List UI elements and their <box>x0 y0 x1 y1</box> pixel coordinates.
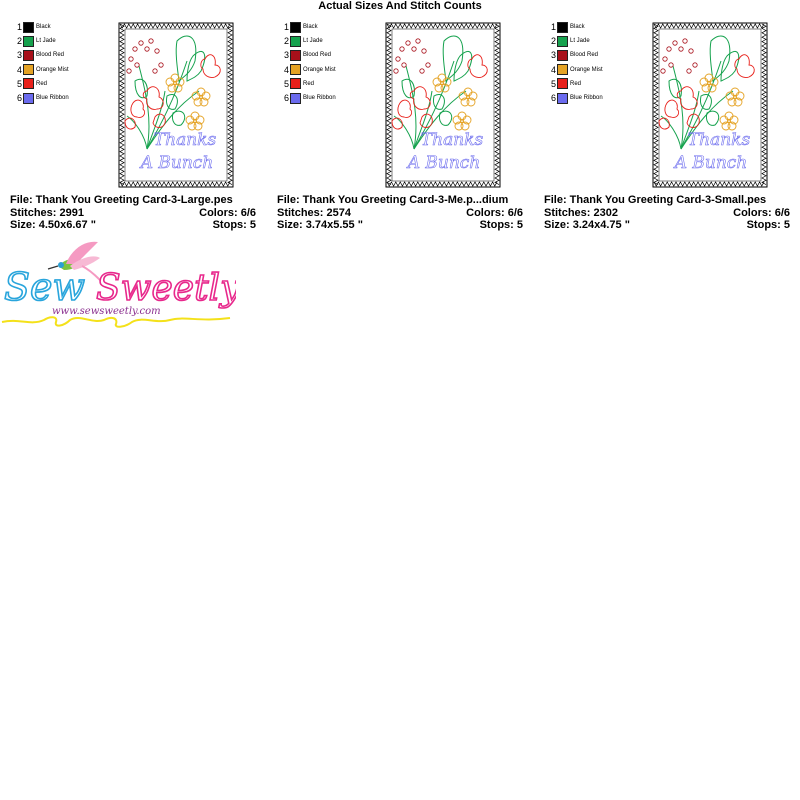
legend-number: 5 <box>16 78 22 89</box>
legend-color-name: Orange Mist <box>36 66 69 73</box>
legend-item <box>15 20 69 34</box>
design-info <box>277 194 523 232</box>
legend-number: 6 <box>16 93 22 104</box>
design-size: Size: 3.24x4.75 " <box>544 219 630 231</box>
legend-color-name: Blue Ribbon <box>303 95 336 102</box>
stitch-count: Stitches: 2302 <box>544 206 618 219</box>
legend-color-name: Black <box>570 24 585 31</box>
legend-number: 4 <box>16 64 22 75</box>
file-name: File: Thank You Greeting Card-3-Me.p...dium <box>277 194 509 206</box>
legend-number: 5 <box>283 78 289 89</box>
stitch-count: Stitches: 2991 <box>10 206 84 219</box>
legend-number: 2 <box>16 36 22 47</box>
color-swatch <box>23 64 34 75</box>
color-legend <box>282 20 336 105</box>
logo-url: www.sewsweetly.com <box>52 306 161 317</box>
legend-number: 6 <box>283 93 289 104</box>
page-title: Actual Sizes And Stitch Counts <box>318 0 482 12</box>
legend-color-name: Blood Red <box>303 52 332 59</box>
legend-color-name: Lt Jade <box>570 38 590 45</box>
color-swatch <box>290 22 301 33</box>
design-size: Size: 3.74x5.55 " <box>277 219 363 231</box>
card-greeting-line2: A Bunch <box>407 153 481 173</box>
legend-item <box>15 48 69 62</box>
stop-count: Stops: 5 <box>479 219 523 231</box>
design-info <box>10 194 256 232</box>
legend-color-name: Blue Ribbon <box>36 95 69 102</box>
design-panel-3 <box>544 18 800 233</box>
stitch-count: Stitches: 2574 <box>277 206 351 219</box>
color-legend <box>549 20 603 105</box>
legend-number: 6 <box>550 93 556 104</box>
color-legend <box>15 20 69 105</box>
legend-color-name: Black <box>36 24 51 31</box>
legend-number: 4 <box>283 64 289 75</box>
legend-item <box>15 34 69 48</box>
color-swatch <box>290 93 301 104</box>
legend-item <box>15 77 69 91</box>
card-greeting-line1: Thanks <box>687 130 751 150</box>
design-panel-1 <box>10 18 272 233</box>
legend-color-name: Orange Mist <box>303 66 336 73</box>
legend-color-name: Orange Mist <box>570 66 603 73</box>
legend-item <box>549 20 603 34</box>
legend-item <box>282 48 336 62</box>
logo-brand-right: Sweetly <box>96 268 236 309</box>
legend-item <box>549 77 603 91</box>
color-swatch <box>23 36 34 47</box>
legend-color-name: Red <box>303 80 315 87</box>
legend-number: 1 <box>16 22 22 33</box>
color-swatch <box>557 64 568 75</box>
color-swatch <box>557 50 568 61</box>
card-greeting-line2: A Bunch <box>140 153 214 173</box>
color-count: Colors: 6/6 <box>733 206 790 219</box>
color-count: Colors: 6/6 <box>199 206 256 219</box>
design-preview-svg <box>117 21 235 189</box>
legend-number: 4 <box>550 64 556 75</box>
card-greeting-line2: A Bunch <box>674 153 748 173</box>
legend-color-name: Black <box>303 24 318 31</box>
legend-color-name: Blue Ribbon <box>570 95 603 102</box>
legend-item <box>549 48 603 62</box>
legend-color-name: Blood Red <box>570 52 599 59</box>
legend-item <box>549 91 603 105</box>
legend-number: 2 <box>550 36 556 47</box>
legend-number: 3 <box>16 50 22 61</box>
legend-number: 3 <box>283 50 289 61</box>
design-preview-svg <box>384 21 502 189</box>
legend-color-name: Lt Jade <box>303 38 323 45</box>
color-swatch <box>557 78 568 89</box>
sewsweetly-logo-svg <box>0 236 236 332</box>
design-preview <box>651 21 769 189</box>
file-name: File: Thank You Greeting Card-3-Small.pes <box>544 194 767 206</box>
legend-item <box>282 77 336 91</box>
legend-color-name: Blood Red <box>36 52 65 59</box>
sewsweetly-logo <box>0 236 236 332</box>
legend-number: 5 <box>550 78 556 89</box>
legend-number: 1 <box>550 22 556 33</box>
stop-count: Stops: 5 <box>746 219 790 231</box>
card-greeting-line1: Thanks <box>420 130 484 150</box>
design-panel-2 <box>277 18 539 233</box>
design-size: Size: 4.50x6.67 " <box>10 219 96 231</box>
legend-item <box>282 63 336 77</box>
design-preview <box>384 21 502 189</box>
legend-item <box>549 34 603 48</box>
color-swatch <box>290 64 301 75</box>
file-name: File: Thank You Greeting Card-3-Large.pes <box>10 194 233 206</box>
card-greeting-line1: Thanks <box>153 130 217 150</box>
stop-count: Stops: 5 <box>212 219 256 231</box>
color-swatch <box>557 22 568 33</box>
legend-color-name: Red <box>36 80 48 87</box>
legend-number: 2 <box>283 36 289 47</box>
legend-item <box>549 63 603 77</box>
legend-number: 3 <box>550 50 556 61</box>
color-swatch <box>23 22 34 33</box>
legend-color-name: Lt Jade <box>36 38 56 45</box>
design-preview-svg <box>651 21 769 189</box>
color-swatch <box>23 93 34 104</box>
color-swatch <box>557 93 568 104</box>
color-count: Colors: 6/6 <box>466 206 523 219</box>
color-swatch <box>290 78 301 89</box>
legend-color-name: Red <box>570 80 582 87</box>
logo-brand-left: Sew <box>4 265 86 309</box>
legend-item <box>15 91 69 105</box>
legend-item <box>282 34 336 48</box>
legend-item <box>282 91 336 105</box>
color-swatch <box>23 78 34 89</box>
design-preview <box>117 21 235 189</box>
color-swatch <box>557 36 568 47</box>
color-swatch <box>290 50 301 61</box>
legend-item <box>282 20 336 34</box>
color-swatch <box>23 50 34 61</box>
color-swatch <box>290 36 301 47</box>
design-info <box>544 194 790 232</box>
legend-number: 1 <box>283 22 289 33</box>
legend-item <box>15 63 69 77</box>
